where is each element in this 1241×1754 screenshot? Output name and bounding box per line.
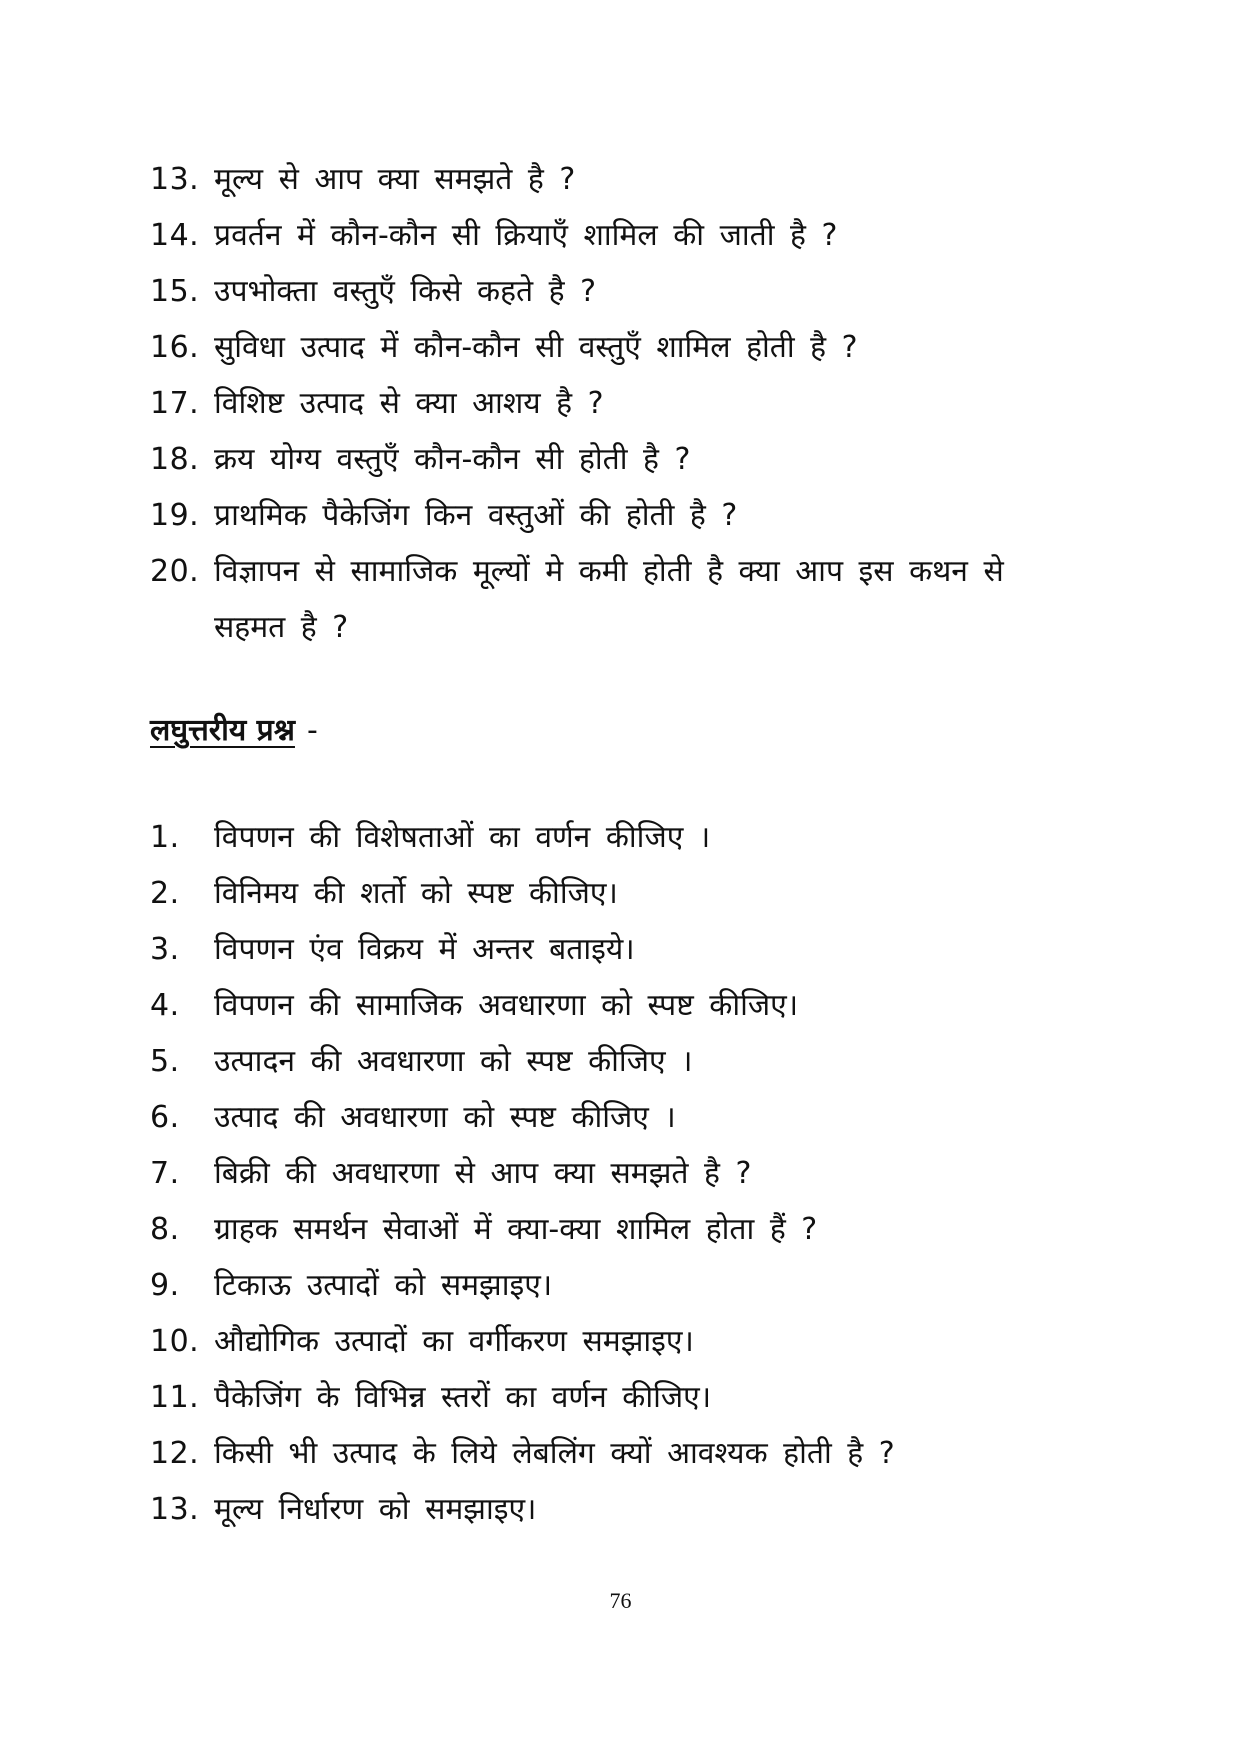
question-text: औद्योगिक उत्पादों का वर्गीकरण समझाइए।	[214, 1324, 694, 1359]
question-text: विशिष्ट उत्पाद से क्या आशय है ?	[214, 386, 604, 421]
question-text: बिक्री की अवधारणा से आप क्या समझते है ?	[214, 1156, 752, 1191]
question-number: 14.	[150, 218, 200, 253]
question-number: 11.	[150, 1380, 200, 1415]
section-heading-text: लघुत्तरीय प्रश्न	[150, 713, 295, 748]
question-item	[150, 1482, 1090, 1538]
question-text: प्रवर्तन में कौन-कौन सी क्रियाएँ शामिल की जाती है ?	[214, 218, 838, 253]
page-number: 76	[609, 1588, 632, 1613]
question-number: 7.	[150, 1156, 180, 1191]
question-number: 10.	[150, 1324, 200, 1359]
question-text: पैकेजिंग के विभिन्न स्तरों का वर्णन कीजिए।	[214, 1380, 712, 1415]
question-item	[150, 1202, 1090, 1258]
question-number: 4.	[150, 988, 180, 1023]
question-item	[150, 922, 1090, 978]
question-number: 3.	[150, 932, 180, 967]
question-number: 13.	[150, 1492, 200, 1527]
question-text: विज्ञापन से सामाजिक मूल्यों मे कमी होती है क्या आप इस कथन से सहमत है ?	[214, 554, 1004, 645]
question-text: मूल्य निर्धारण को समझाइए।	[214, 1492, 537, 1527]
question-number: 17.	[150, 386, 200, 421]
question-item	[150, 544, 1090, 656]
question-text: सुविधा उत्पाद में कौन-कौन सी वस्तुएँ शामिल होती है ?	[214, 330, 858, 365]
question-number: 9.	[150, 1268, 180, 1303]
question-number: 19.	[150, 498, 200, 533]
question-text: विनिमय की शर्तो को स्पष्ट कीजिए।	[214, 876, 618, 911]
question-item	[150, 1146, 1090, 1202]
question-text: विपणन की सामाजिक अवधारणा को स्पष्ट कीजिए।	[214, 988, 799, 1023]
question-text: ग्राहक समर्थन सेवाओं में क्या-क्या शामिल होता हैं ?	[214, 1212, 818, 1247]
question-text: विपणन की विशेषताओं का वर्णन कीजिए ।	[214, 820, 711, 855]
question-item	[150, 432, 1090, 488]
short-question-list	[150, 810, 1090, 1538]
question-number: 20.	[150, 554, 200, 589]
question-text: उपभोक्ता वस्तुएँ किसे कहते है ?	[214, 274, 597, 309]
question-number: 2.	[150, 876, 180, 911]
question-number: 12.	[150, 1436, 200, 1471]
question-number: 8.	[150, 1212, 180, 1247]
question-number: 16.	[150, 330, 200, 365]
question-number: 5.	[150, 1044, 180, 1079]
question-text: क्रय योग्य वस्तुएँ कौन-कौन सी होती है ?	[214, 442, 691, 477]
question-item	[150, 1370, 1090, 1426]
question-item	[150, 488, 1090, 544]
question-item	[150, 208, 1090, 264]
question-number: 13.	[150, 162, 200, 197]
question-text: उत्पादन की अवधारणा को स्पष्ट कीजिए ।	[214, 1044, 693, 1079]
question-number: 18.	[150, 442, 200, 477]
question-number: 6.	[150, 1100, 180, 1135]
question-text: किसी भी उत्पाद के लिये लेबलिंग क्यों आवश्यक होती है ?	[214, 1436, 895, 1471]
question-text: मूल्य से आप क्या समझते है ?	[214, 162, 576, 197]
question-item	[150, 264, 1090, 320]
question-item	[150, 978, 1090, 1034]
question-text: टिकाऊ उत्पादों को समझाइए।	[214, 1268, 553, 1303]
question-item	[150, 1314, 1090, 1370]
question-item	[150, 376, 1090, 432]
question-number: 15.	[150, 274, 200, 309]
question-text: प्राथमिक पैकेजिंग किन वस्तुओं की होती है ?	[214, 498, 738, 533]
question-item	[150, 152, 1090, 208]
section-heading	[150, 706, 318, 756]
question-text: विपणन एंव विक्रय में अन्तर बताइये।	[214, 932, 635, 967]
question-item	[150, 1258, 1090, 1314]
question-item	[150, 320, 1090, 376]
question-item	[150, 810, 1090, 866]
question-text: उत्पाद की अवधारणा को स्पष्ट कीजिए ।	[214, 1100, 676, 1135]
question-number: 1.	[150, 820, 180, 855]
question-item	[150, 1426, 1090, 1482]
question-item	[150, 1034, 1090, 1090]
question-item	[150, 1090, 1090, 1146]
long-question-list	[150, 152, 1090, 656]
section-heading-dash: -	[306, 713, 318, 748]
question-item	[150, 866, 1090, 922]
